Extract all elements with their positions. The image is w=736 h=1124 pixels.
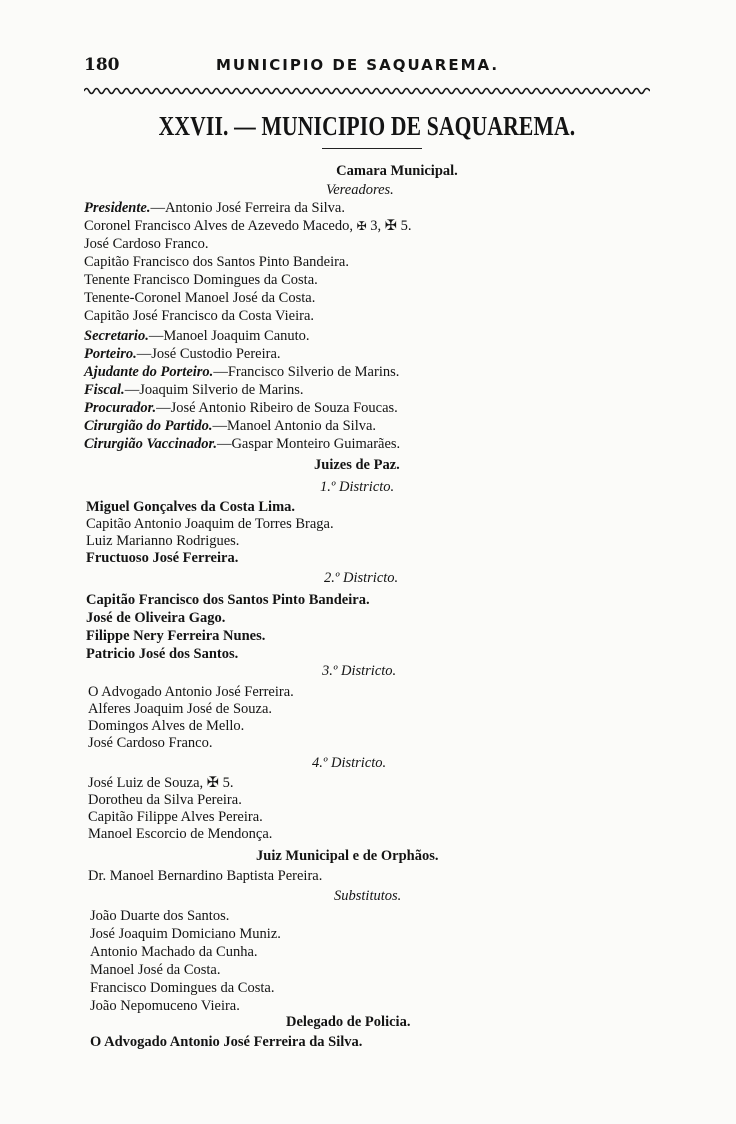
member-line: Filippe Nery Ferreira Nunes. xyxy=(86,628,266,644)
officer-label: Cirurgião do Partido. xyxy=(84,418,213,434)
cross-icon: ✠ xyxy=(356,219,367,233)
officer-name: —Joaquim Silverio de Marins. xyxy=(124,382,304,398)
officer-line xyxy=(84,418,376,434)
officer-label: Porteiro. xyxy=(84,346,137,362)
member-line: Miguel Gonçalves da Costa Lima. xyxy=(86,499,296,515)
substituto-line: João Duarte dos Santos. xyxy=(90,908,230,924)
substitutos-heading: Substitutos. xyxy=(334,888,402,904)
officer-name: —Manoel Antonio da Silva. xyxy=(212,418,377,434)
vereador-line: Tenente-Coronel Manoel José da Costa. xyxy=(84,290,316,306)
camara-heading: Camara Municipal. xyxy=(336,163,458,179)
vereador-name: Coronel Francisco Alves de Azevedo Macedo, xyxy=(84,218,353,234)
member-line: José Luiz de Souza, ✠ 5. xyxy=(88,775,234,791)
officer-label: Fiscal. xyxy=(84,382,125,398)
juizes-heading: Juizes de Paz. xyxy=(314,457,400,473)
member-line: Alferes Joaquim José de Souza. xyxy=(88,701,273,717)
delegado-heading: Delegado de Policia. xyxy=(286,1014,411,1030)
presidente-name: —Antonio José Ferreira da Silva. xyxy=(150,200,345,216)
vereador-line: Capitão Francisco dos Santos Pinto Bandeira. xyxy=(84,254,349,270)
member-line: Capitão Antonio Joaquim de Torres Braga. xyxy=(86,516,334,532)
presidente-label: Presidente. xyxy=(84,200,151,216)
member-line: Patricio José dos Santos. xyxy=(86,646,239,662)
juiz-municipal-heading: Juiz Municipal e de Orphãos. xyxy=(256,848,439,864)
substituto-line: Francisco Domingues da Costa. xyxy=(90,980,275,996)
district-heading: 3.º Districto. xyxy=(322,663,397,679)
officer-line xyxy=(84,400,398,416)
member-line: O Advogado Antonio José Ferreira. xyxy=(88,684,294,700)
officer-label: Procurador. xyxy=(84,400,157,416)
officer-line xyxy=(84,328,310,344)
officer-line xyxy=(84,364,399,380)
juiz-municipal-name: Dr. Manoel Bernardino Baptista Pereira. xyxy=(88,868,323,884)
presidente-line xyxy=(84,200,345,216)
member-line: Dorotheu da Silva Pereira. xyxy=(88,792,242,808)
chapter-title: XXVII. — MUNICIPIO DE SAQUAREMA. xyxy=(158,111,576,141)
member-line: Luiz Marianno Rodrigues. xyxy=(86,533,240,549)
officer-name: —Manoel Joaquim Canuto. xyxy=(148,328,310,344)
vereador-line: José Cardoso Franco. xyxy=(84,236,209,252)
member-line: José Cardoso Franco. xyxy=(88,735,213,751)
vereador-line: Capitão José Francisco da Costa Vieira. xyxy=(84,308,315,324)
officer-line xyxy=(84,382,304,398)
title-rule xyxy=(322,148,422,149)
running-head-title: MUNICIPIO DE SAQUAREMA. xyxy=(216,56,500,74)
district-heading: 2.º Districto. xyxy=(324,570,399,586)
officer-label: Ajudante do Porteiro. xyxy=(84,364,214,380)
substituto-line: João Nepomuceno Vieira. xyxy=(90,998,240,1014)
officer-name: —José Custodio Pereira. xyxy=(136,346,281,362)
member-line: Capitão Filippe Alves Pereira. xyxy=(88,809,263,825)
member-line: Domingos Alves de Mello. xyxy=(88,718,245,734)
substituto-line: Manoel José da Costa. xyxy=(90,962,221,978)
officer-name: —Francisco Silverio de Marins. xyxy=(213,364,400,380)
vereadores-heading: Vereadores. xyxy=(326,182,394,198)
member-line: Fructuoso José Ferreira. xyxy=(86,550,239,566)
delegado-name: O Advogado Antonio José Ferreira da Silva. xyxy=(90,1034,363,1050)
member-line: Manoel Escorcio de Mendonça. xyxy=(88,826,273,842)
officer-name: —Gaspar Monteiro Guimarães. xyxy=(216,436,401,452)
officer-line xyxy=(84,436,400,452)
district-heading: 1.º Districto. xyxy=(320,479,395,495)
officer-name: —José Antonio Ribeiro de Souza Foucas. xyxy=(156,400,398,416)
vereador-line: Tenente Francisco Domingues da Costa. xyxy=(84,272,318,288)
officer-label: Secretario. xyxy=(84,328,149,344)
officer-label: Cirurgião Vaccinador. xyxy=(84,436,217,452)
substituto-line: José Joaquim Domiciano Muniz. xyxy=(90,926,281,942)
vereador-orders: 3, ✠ 5. xyxy=(370,218,412,234)
running-head xyxy=(84,55,664,77)
district-heading: 4.º Districto. xyxy=(312,755,387,771)
officer-line xyxy=(84,346,281,362)
member-line: José de Oliveira Gago. xyxy=(86,610,226,626)
member-line: Capitão Francisco dos Santos Pinto Bandeira. xyxy=(86,592,370,608)
wavy-rule xyxy=(84,86,650,96)
page-number: 180 xyxy=(84,55,120,75)
substituto-line: Antonio Machado da Cunha. xyxy=(90,944,258,960)
vereador-line xyxy=(84,218,411,234)
